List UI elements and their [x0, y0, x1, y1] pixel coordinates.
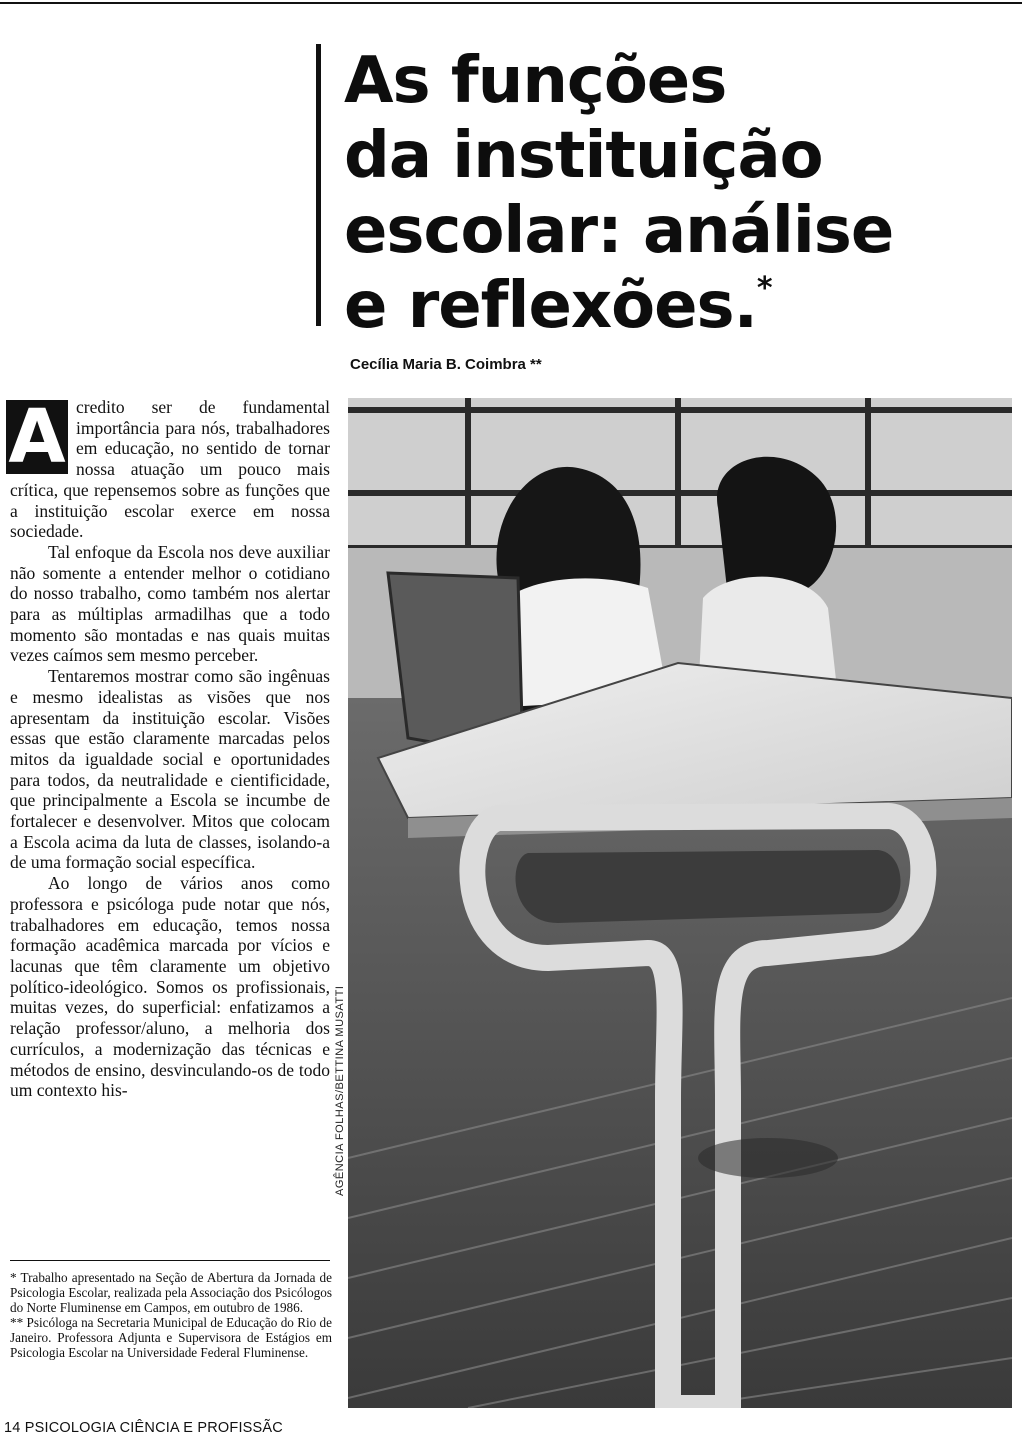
desk-shelf-shadow	[516, 850, 901, 923]
title-line: da instituição	[344, 119, 823, 193]
footnote: * Trabalho apresentado na Seção de Abertura da Jornada de Psicologia Escolar, realizada pela Associação dos Psicólogos do Norte Fluminense em Campos, em outubro de 1986.	[10, 1270, 332, 1315]
paragraph: Tentaremos mostrar como são ingênuas e mesmo idealistas as visões que nos apresentam da instituição escolar. Visões essas que estão claramente marcadas pelos mitos da igualdade social e oportunidades para todos, da neutralidade e cientificidade, que principalmente a Escola se incumbe de fortalecer e desenvolver. Mitos que colocam a Escola acima da luta de classes, isolando-a de uma formação social específica.	[10, 666, 330, 873]
title-accent-bar	[316, 44, 321, 326]
page-folio	[4, 1420, 283, 1436]
paragraph: Ao longo de vários anos como professora e psicóloga pude notar que nós, trabalhadores em educação, temos nossa formação acadêmica marcada por vícios e lacunas que têm claramente um objetivo político-ideológico. Somos os profissionais, muitas vezes, do superficial: enfatizamos a relação professor/aluno, a melhoria dos currículos, a modernização das técnicas e métodos de ensino, desvinculando-os de todo um contexto his-	[10, 873, 330, 1101]
photo-credit: AGÊNCIA FOLHAS/BETTINA MUSATTI	[334, 985, 346, 1196]
footnote: ** Psicóloga na Secretaria Municipal de Educação do Rio de Janeiro. Professora Adjunta e Supervisora de Estágios em Psicologia Escolar na Universidade Federal Fluminense.	[10, 1315, 332, 1360]
title-footnote-mark: *	[756, 271, 772, 306]
body-column	[8, 394, 330, 1101]
title-line: As funções	[344, 44, 727, 118]
page-number: 14	[4, 1420, 21, 1436]
author-byline: Cecília Maria B. Coimbra **	[350, 356, 542, 373]
title-line-text: e reflexões.	[344, 269, 757, 343]
footnotes	[10, 1270, 332, 1360]
title-line	[344, 269, 1004, 344]
article-title	[344, 44, 1004, 344]
paragraph-text: credito ser de fundamental importância para nós, trabalhadores em educação, no sentido de tornar nossa atuação um pouco mais crítica, que repensemos sobre as funções que a instituição escolar exerce em nossa sociedade.	[10, 397, 330, 542]
paragraph: Tal enfoque da Escola nos deve auxiliar não somente a entender melhor o cotidiano do nosso trabalho, como também nos alertar para as múltiplas armadilhas que a todo momento são montadas e nas quais muitas vezes caímos sem mesmo perceber.	[10, 541, 330, 666]
drop-cap: A	[6, 400, 68, 474]
publication-name: PSICOLOGIA CIÊNCIA E PROFISSÃC	[24, 1420, 283, 1436]
top-rule	[0, 2, 1022, 4]
footnote-rule	[10, 1260, 330, 1261]
classroom-photo	[348, 398, 1012, 1408]
paragraph	[8, 394, 330, 542]
chair-base-shadow	[698, 1138, 838, 1178]
title-line: escolar: análise	[344, 194, 894, 268]
